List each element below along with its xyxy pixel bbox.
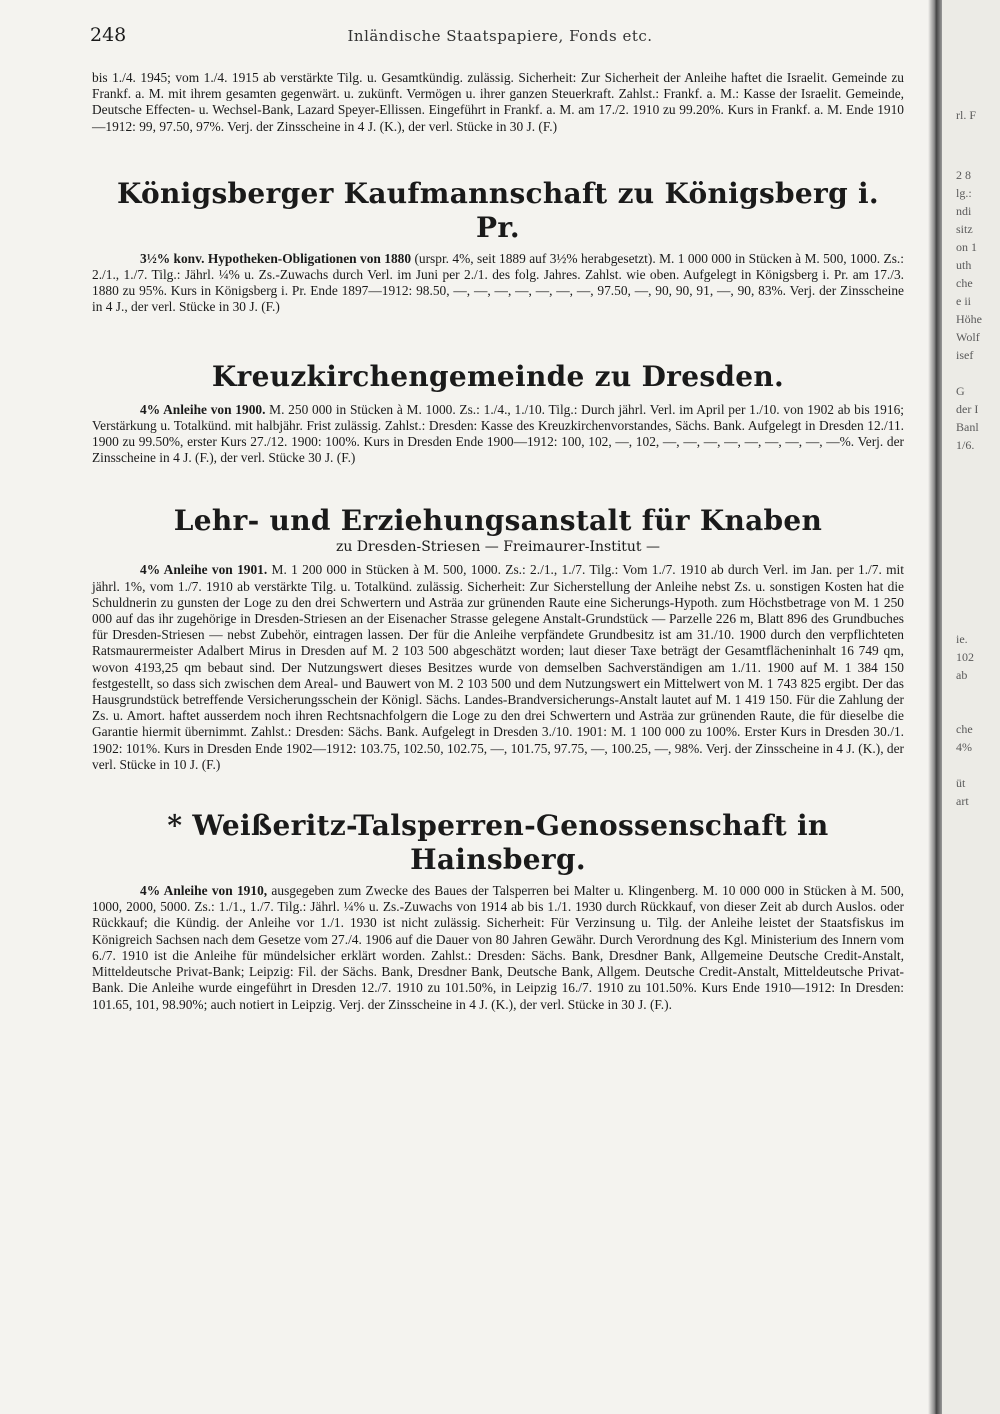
adjacent-fragment: che — [956, 722, 973, 736]
entry-subtitle: zu Dresden-Striesen — Freimaurer-Institut — — [335, 539, 661, 556]
adjacent-fragment: Höhe — [956, 312, 982, 326]
adjacent-fragment: sitz — [956, 222, 973, 236]
adjacent-fragment: rl. F — [956, 108, 977, 122]
adjacent-fragment: der I — [956, 402, 979, 416]
entry-title: * Weißeritz-Talsperren-Genossenschaft in Hainsberg. — [167, 809, 829, 877]
entry-lehranstalt — [92, 504, 904, 773]
page-number: 248 — [90, 24, 127, 46]
adjacent-page-edge — [942, 0, 1000, 1414]
adjacent-fragment: che — [956, 276, 973, 290]
entry-kreuzkirche — [92, 360, 904, 467]
entry-weisseritz — [92, 809, 904, 1013]
entry-title: Königsberger Kaufmannschaft zu Königsberg i. Pr. — [117, 176, 879, 244]
entry-text: M. 250 000 in Stücken à M. 1000. Zs.: 1./4., 1./10. Tilg.: Durch jährl. Verl. im April per 1./10. von 1902 ab bis 1916; Verstärkung u. Totalkünd. mit halbjähr. Frist zulässig. Zahlst.: Dresden: Kasse des Kreuzkirchenvorstandes, Sächs. Bank. Aufgelegt in Dresden 12./11. 1900 zu 99.50%, erster Kurs 27./12. 1900: 100%. Kurs in Dresden Ende 1900—1912: 100, 102, —, 102, —, —, —, —, —, —, —, —, —%. Verj. der Zinsscheine in 4 J. (F.), der verl. Stücke 30 J. (F.) — [92, 401, 904, 466]
adjacent-fragment: 102 — [956, 650, 974, 664]
adjacent-fragment: Banl — [956, 420, 979, 434]
adjacent-fragment: ie. — [956, 632, 968, 646]
continuation-paragraph: bis 1./4. 1945; vom 1./4. 1915 ab verstärkte Tilg. u. Gesamtkündig. zulässig. Sicherheit: Zur Sicherheit der Anleihe haftet die Israelit. Gemeinde zu Frankf. a. M. mit ihrem gesamten gegenwärt. u. zukünft. Vermögen u. ihrer ganzen Steuerkraft. Zahlst.: Frankf. a. M.: Kasse der Israelit. Gemeinde, Deutsche Effecten- u. Wechsel-Bank, Lazard Speyer-Ellissen. Eingeführt in Frankf. a. M. am 17./2. 1910 zu 99.20%. Kurs in Frankf. a. M. Ende 1910—1912: 99, 97.50, 97%. Verj. der Zinsscheine in 4 J. (K.), der verl. Stücke in 30 J. (F.) — [92, 70, 904, 134]
entry-text: (urspr. 4%, seit 1889 auf 3½% herabgesetzt). M. 1 000 000 in Stücken à M. 500, 1000. Zs.: 2./1., 1./7. Tilg.: Jährl. ¼% u. Zs.-Zuwachs durch Verl. im Juni per 2./1. des folg. Jahres. Zahlst. wie oben. Aufgelegt in Königsberg i. Pr. am 17./3. 1880 zu 95%. Kurs in Königsberg i. Pr. Ende 1897—1912: 98.50, —, —, —, —, —, —, —, 97.50, —, 90, 90, 91, —, 90, 83%. Verj. der Zinsscheine in 4 J., der verl. Stücke in 30 J. (F.) — [92, 250, 904, 315]
entry-text: ausgegeben zum Zwecke des Baues der Talsperren bei Malter u. Klingenberg. M. 10 000 000 in Stücken à M. 500, 1000, 2000, 5000. Zs.: 1./1., 1./7. Tilg.: Jährl. ¼% u. Zs.-Zuwachs von 1914 ab bis 1./1. 1930 durch Rückkauf, von dieser Zeit ab durch Auslos. oder Rückkauf; die Kündig. der Anleihe vor 1./1. 1930 ist nicht zulässig. Sicherheit: Für Verzinsung u. Tilg. der Anleihe leistet der Staatsfiskus im Königreich Sachsen nach dem Gesetze vom 27./4. 1906 auf die Dauer von 80 Jahren Gewähr. Durch Verordnung des Kgl. Ministerium des Innern vom 6./7. 1910 ist die Anleihe für mündelsicher erklärt worden. Zahlst.: Dresden: Sächs. Bank, Dresdner Bank, Allgemeine Deutsche Credit-Anstalt, Mitteldeutsche Privat-Bank; Leipzig: Fil. der Sächs. Bank, Dresdner Bank, Deutsche Bank, Allgem. Deutsche Credit-Anstalt, Mitteldeutsche Privat-Bank. Die Anleihe wurde eingeführt in Dresden 12./7. 1910 zu 101.50%, in Leipzig 16./7. 1910 zu 101.50%. Kurs Ende 1910—1912: In Dresden: 101.65, 101, 98.90%; auch notiert in Leipzig. Verj. der Zinsscheine in 4 J. (K.), der verl. Stücke in 30 J. (F.). — [92, 883, 904, 1012]
running-head: Inländische Staatspapiere, Fonds etc. — [347, 27, 653, 45]
adjacent-fragment: 2 8 — [956, 168, 971, 182]
adjacent-fragment: G — [956, 384, 965, 398]
entry-title: Kreuzkirchengemeinde zu Dresden. — [211, 359, 785, 393]
page-header — [90, 24, 910, 52]
adjacent-fragment: Wolf — [956, 330, 980, 344]
adjacent-fragment: ndi — [956, 204, 972, 218]
adjacent-fragment: lg.: — [956, 186, 972, 200]
entry-body — [92, 562, 904, 773]
entry-title: Lehr- und Erziehungsanstalt für Knaben — [173, 504, 823, 538]
entry-body — [92, 251, 904, 316]
page-content — [92, 70, 904, 1013]
adjacent-fragment: 4% — [956, 740, 972, 754]
entry-koenigsberg — [92, 177, 904, 316]
entry-body — [92, 402, 904, 467]
adjacent-fragment: uth — [956, 258, 972, 272]
entry-body — [92, 883, 904, 1013]
adjacent-fragment: e ii — [956, 294, 971, 308]
adjacent-fragment: isef — [956, 348, 974, 362]
entry-text: M. 1 200 000 in Stücken à M. 500, 1000. Zs.: 2./1., 1./7. Tilg.: Vom 1./7. 1910 ab durch Verl. im Jan. per 1./7. mit jährl. 1%, vom 1./7. 1910 ab verstärkte Tilg. u. Totalkünd. zulässig. Sicherheit: Zur Sicherstellung der Anleihe nebst Zs. u. sonstigen Kosten hat die Schuldnerin zu gunsten der Loge zu den drei Schwertern und Asträa zur grünenden Raute eine Sicherungs-Hypoth. zum Höchstbetrage von M. 1 250 000 auf das ihr zugehörige in Dresden-Striesen an der Eisenacher Strasse gelegene Anstalt-Grundstück — Parzelle 226 m, Blatt 896 des Grundbuches für Dresden-Striesen — nebst Zubehör, eintragen lassen. Der für die Anleihe verpfändete Grundbesitz ist am 31./10. 1900 durch den verpflichteten Ratsmaurermeister Adalbert Mirus in Dresden auf M. 2 103 500 abgeschätzt worden; laut dieser Taxe beträgt der Gesamtflächeninhalt 16 749 qm, wovon 4193,25 qm bebaut sind. Der Nutzungswert dieses Besitzes wurde von demselben Sachverständigen am 1./11. 1900 auf M. 1 384 150 festgestellt, so dass sich zwischen dem Areal- und Bauwert von M. 2 103 500 und dem Nutzungswert ein Mittelwert von M. 1 743 825 ergibt. Der das Hausgrundstück betreffende Versicherungsschein der Königl. Sächs. Landes-Brandversicherungs-Anstalt lautet auf M. 1 419 150. Für die Zahlung der Zs. u. Amort. haftet ausserdem noch ihren Rechtsnachfolgern die Loge zu den drei Schwertern und Asträa zur grünenden Raute, die für dieselbe die Garantie hiermit übernimmt. Zahlst.: Dresden: Sächs. Bank. Aufgelegt in Dresden 3./10. 1901: M. 1 100 000 zu 100%. Erster Kurs in Dresden 30./1. 1902: 101%. Kurs in Dresden Ende 1902—1912: 103.75, 102.50, 102.75, —, 101.75, 97.75, —, 100.25, —, 98%. Verj. der Zinsscheine in 4 J. (K.), der verl. Stücke in 10 J. (F.) — [92, 562, 904, 772]
adjacent-fragment: art — [956, 794, 969, 808]
adjacent-fragment: on 1 — [956, 240, 977, 254]
entry-lead: 3½% konv. Hypotheken-Obligationen von 1880 — [140, 250, 412, 266]
entry-lead: 4% Anleihe von 1910, — [140, 883, 268, 899]
entry-lead: 4% Anleihe von 1901. — [140, 562, 268, 578]
book-gutter — [928, 0, 942, 1414]
adjacent-fragment: ab — [956, 668, 968, 682]
adjacent-fragment: üt — [956, 776, 966, 790]
entry-lead: 4% Anleihe von 1900. — [140, 401, 266, 417]
adjacent-fragment: 1/6. — [956, 438, 975, 452]
